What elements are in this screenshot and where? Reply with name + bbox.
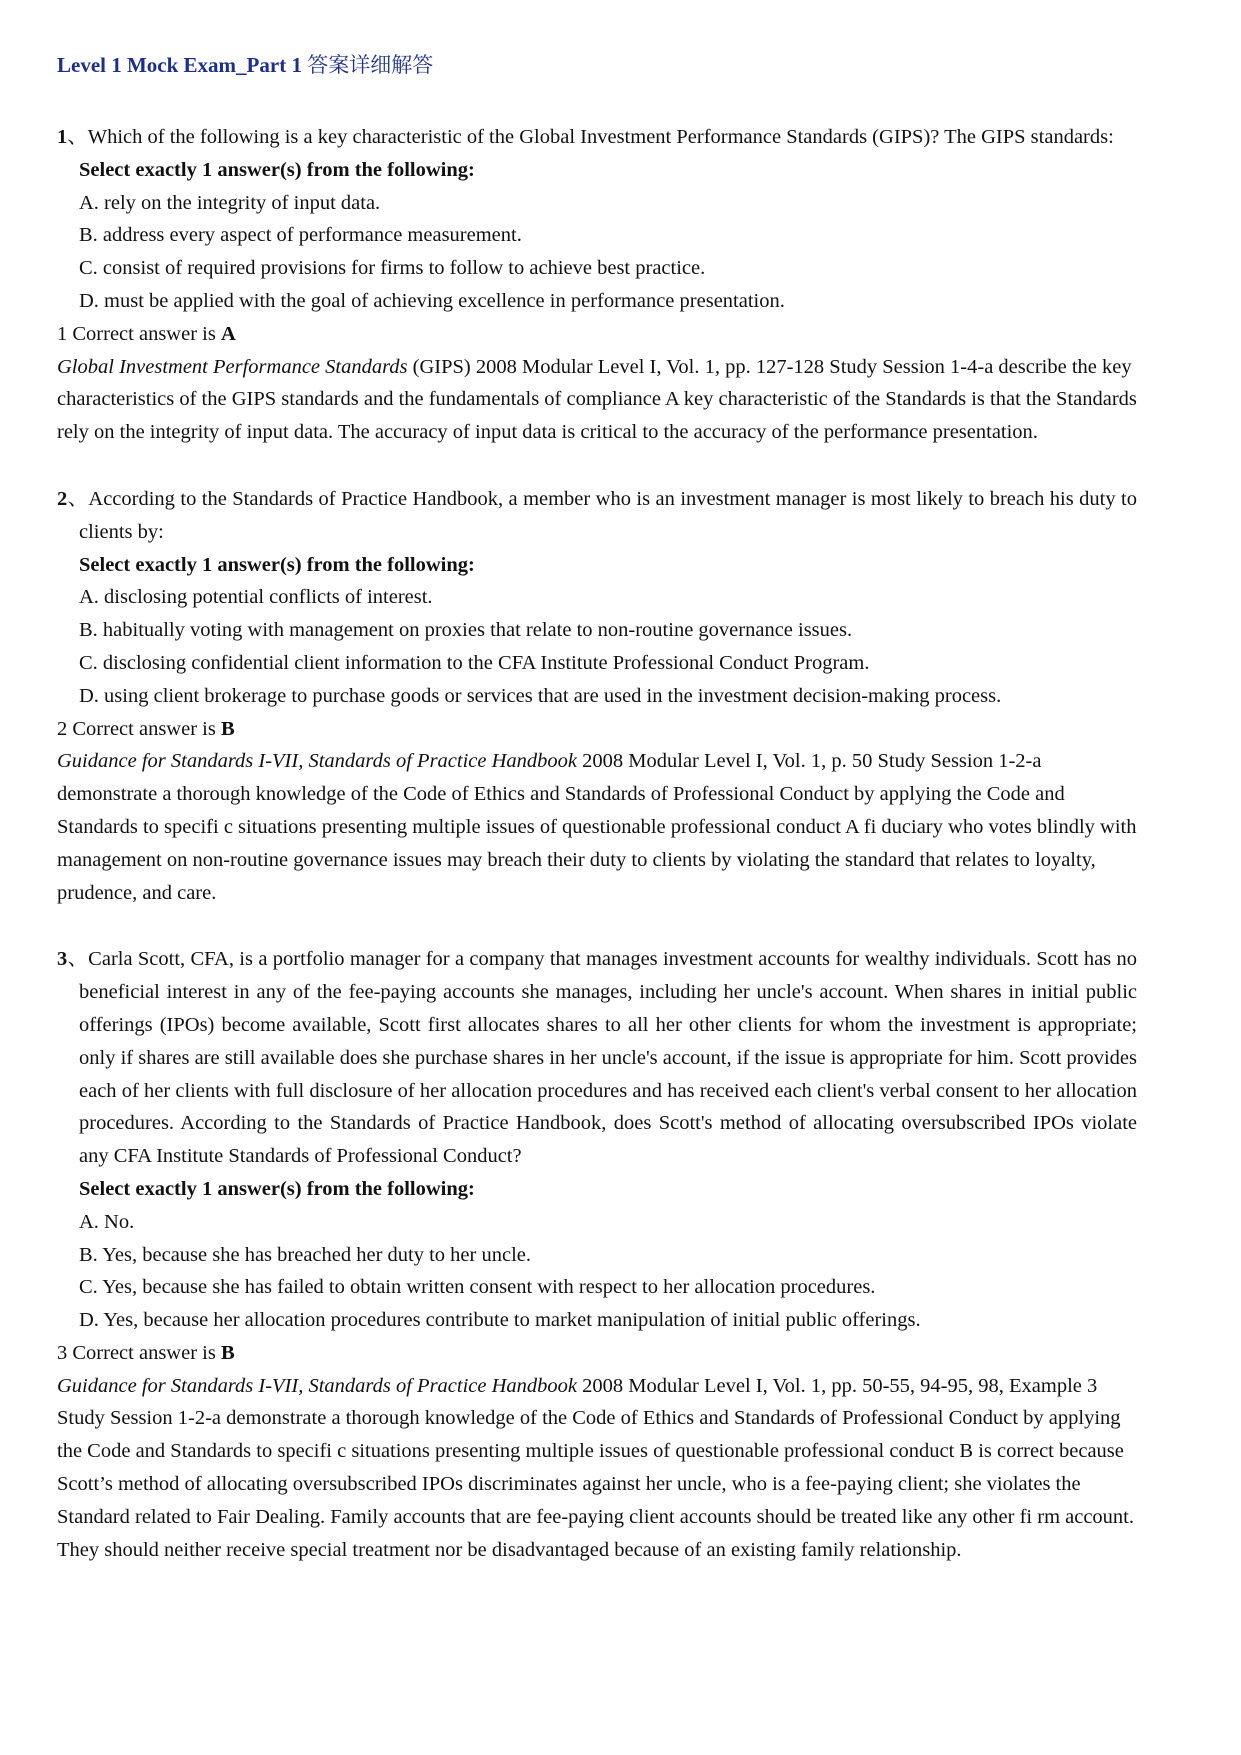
- answer-option: A. No.: [79, 1210, 135, 1233]
- question-block: [57, 942, 1137, 1566]
- correct-answer-label: 2 Correct answer is: [57, 717, 221, 740]
- answer-explanation: [57, 745, 1137, 909]
- answer-option: C. Yes, because she has failed to obtain written consent with respect to her allocation procedures.: [79, 1276, 876, 1299]
- answer-option: B. Yes, because she has breached her duty to her uncle.: [79, 1243, 532, 1266]
- answer-option: A. disclosing potential conflicts of interest.: [79, 586, 433, 609]
- correct-answer-line: [57, 318, 1137, 351]
- explanation-text: 2008 Modular Level I, Vol. 1, pp. 50-55, 94-95, 98, Example 3 Study Session 1-2-a demonstrate a thorough knowledge of the Code of Ethics and Standards of Professional Conduct by applying the Code and Standards to specifi c situations presenting multiple issues of questionable professional conduct B is correct because Scott’s method of allocating oversubscribed IPOs discriminates against her uncle, who is a fee-paying client; she violates the Standard related to Fair Dealing. Family accounts that are fee-paying client accounts should be treated like any other fi rm account. They should neither receive special treatment nor be disadvantaged because of an existing family relationship.: [57, 1374, 1135, 1561]
- correct-answer-value: B: [220, 717, 235, 740]
- question-number: 2: [57, 487, 68, 510]
- question-list: [57, 120, 1137, 1566]
- answer-instruction: Select exactly 1 answer(s) from the following:: [79, 1177, 475, 1200]
- answer-options: [57, 581, 1137, 712]
- answer-instruction: Select exactly 1 answer(s) from the following:: [79, 158, 475, 181]
- answer-option: D. must be applied with the goal of achieving excellence in performance presentation.: [79, 289, 785, 312]
- question-text: Carla Scott, CFA, is a portfolio manager for a company that manages investment accounts for wealthy individuals. Scott has no beneficial interest in any of the fee-paying accounts she manages, including her uncle's account. When shares in initial public offerings (IPOs) become available, Scott first allocates shares to all her other clients for whom the investment is appropriate; only if shares are still available does she purchase shares in her uncle's account, if the issue is appropriate for him. Scott provides each of her clients with full disclosure of her allocation procedures and has received each client's verbal consent to her allocation procedures. According to the Standards of Practice Handbook, does Scott's method of allocating oversubscribed IPOs violate any CFA Institute Standards of Professional Conduct?: [79, 948, 1137, 1168]
- question-text: Which of the following is a key characteristic of the Global Investment Performance Standards (GIPS)? The GIPS standards:: [87, 126, 1114, 148]
- answer-option: A. rely on the integrity of input data.: [79, 191, 381, 214]
- document-title: [57, 48, 1137, 82]
- question-separator: 、: [67, 485, 89, 510]
- explanation-text: 2008 Modular Level I, Vol. 1, p. 50 Study Session 1-2-a demonstrate a thorough knowledge of the Code of Ethics and Standards of Professional Conduct by applying the Code and Standards to specifi c situations presenting multiple issues of questionable professional conduct A fi duciary who votes blindly with management on non-routine governance issues may breach their duty to clients by violating the standard that relates to loyalty, prudence, and care.: [57, 750, 1137, 904]
- answer-option: C. disclosing confidential client information to the CFA Institute Professional Conduct Program.: [79, 651, 870, 674]
- question-separator: 、: [67, 946, 89, 971]
- question-number: 3: [57, 948, 68, 971]
- answer-option: C. consist of required provisions for firms to follow to achieve best practice.: [79, 257, 706, 280]
- correct-answer-value: A: [220, 322, 236, 345]
- question-text: According to the Standards of Practice Handbook, a member who is an investment manager is most likely to breach his duty to clients by:: [79, 487, 1138, 543]
- explanation-text: (GIPS) 2008 Modular Level I, Vol. 1, pp. 127-128 Study Session 1-4-a describe the key characteristics of the GIPS standards and the fundamentals of compliance A key characteristic of the Standards is that the Standards rely on the integrity of input data. The accuracy of input data is critical to the accuracy of the performance presentation.: [57, 355, 1137, 444]
- question-stem: [57, 942, 1137, 1173]
- reference-title: Guidance for Standards I-VII, Standards of Practice Handbook: [57, 1374, 578, 1397]
- answer-explanation: [57, 1370, 1137, 1567]
- answer-option: D. Yes, because her allocation procedures contribute to market manipulation of initial public offerings.: [79, 1309, 921, 1332]
- correct-answer-label: 1 Correct answer is: [57, 322, 221, 345]
- question-stem: [57, 482, 1137, 549]
- question-block: [57, 120, 1137, 449]
- correct-answer-label: 3 Correct answer is: [57, 1341, 221, 1364]
- question-block: [57, 482, 1137, 909]
- answer-option: B. habitually voting with management on proxies that relate to non-routine governance issues.: [79, 619, 853, 642]
- correct-answer-line: [57, 1337, 1137, 1370]
- question-stem: [57, 120, 1137, 154]
- document-title-latin: Level 1 Mock Exam_Part 1: [57, 53, 308, 77]
- question-number: 1: [57, 126, 68, 148]
- answer-option: B. address every aspect of performance measurement.: [79, 224, 522, 247]
- reference-title: Global Investment Performance Standards: [57, 355, 408, 378]
- correct-answer-line: [57, 713, 1137, 746]
- reference-title: Guidance for Standards I-VII, Standards of Practice Handbook: [57, 750, 578, 773]
- answer-options: [57, 187, 1137, 318]
- answer-instruction: Select exactly 1 answer(s) from the following:: [79, 553, 475, 576]
- answer-option: D. using client brokerage to purchase goods or services that are used in the investment decision-making process.: [79, 684, 1002, 707]
- document-title-cjk: 答案详细解答: [307, 53, 434, 77]
- question-separator: 、: [67, 124, 88, 148]
- document-page: [57, 48, 1137, 1566]
- answer-explanation: [57, 351, 1137, 449]
- correct-answer-value: B: [220, 1341, 235, 1364]
- answer-options: [57, 1206, 1137, 1337]
